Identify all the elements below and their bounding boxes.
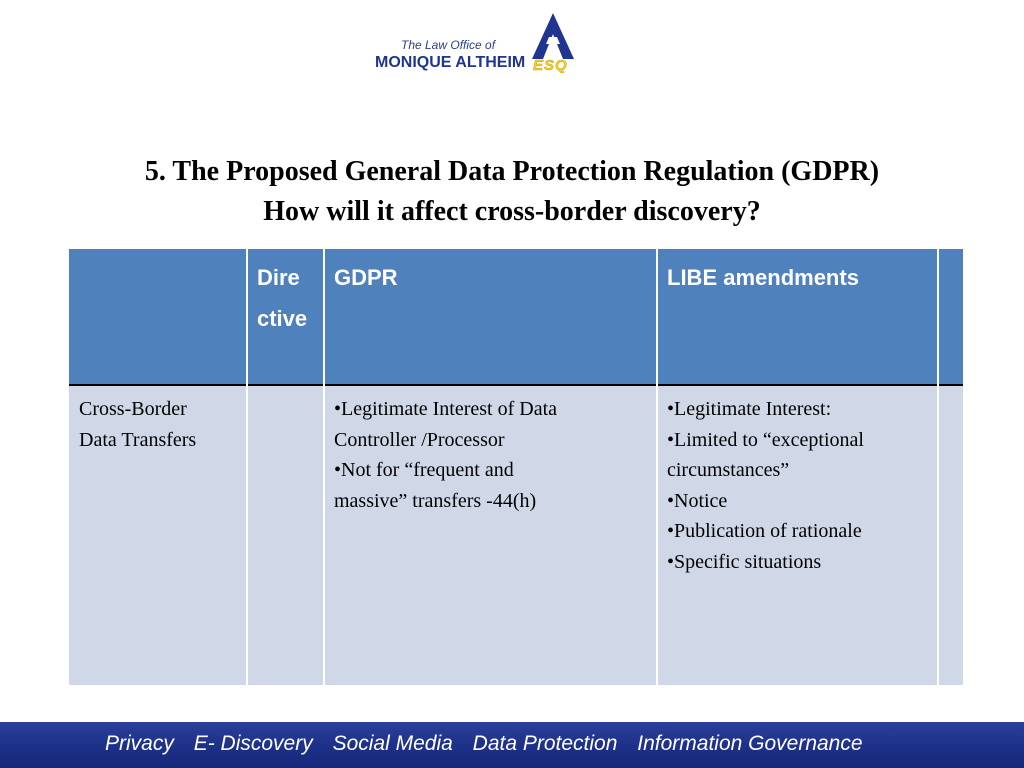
column-divider [937, 249, 939, 685]
gdpr-bullet-line: massive” transfers -44(h) [334, 489, 537, 512]
libe-bullet-line: circumstances” [667, 459, 790, 481]
gdpr-bullet-line: •Not for “frequent and [334, 459, 514, 481]
row-label-line: Cross-Border [79, 398, 187, 420]
footer-tagline [105, 732, 877, 756]
footer-item-data-protection: Data Protection [472, 732, 618, 755]
row-extra-cell [938, 386, 963, 685]
column-divider [656, 249, 658, 685]
logo-name-text: MONIQUE ALTHEIM [375, 54, 526, 71]
libe-bullet-line: •Publication of rationale [667, 520, 862, 542]
row-gdpr-cell [324, 386, 657, 685]
footer-item-privacy: Privacy [105, 732, 174, 755]
row-directive-cell [247, 386, 324, 685]
gdpr-bullet-line: •Legitimate Interest of Data [334, 398, 558, 420]
column-divider [246, 249, 248, 685]
header-cell-directive [247, 249, 324, 384]
logo-a-icon [529, 12, 577, 60]
logo-esq-text: ESQ [533, 57, 568, 74]
footer-item-ediscovery: E- Discovery [193, 732, 313, 755]
libe-bullet-line: •Legitimate Interest: [667, 398, 832, 420]
row-label-line: Data Transfers [79, 428, 197, 451]
footer-item-information-governance: Information Governance [637, 732, 863, 755]
header-cell-extra [938, 249, 963, 384]
slide-title-line-2: How will it affect cross-border discovery? [263, 196, 761, 227]
libe-bullet-line: •Limited to “exceptional [667, 428, 864, 451]
slide-title-line-1: 5. The Proposed General Data Protection Regulation (GDPR) [144, 156, 880, 187]
logo-small-text: The Law Office of [401, 38, 496, 52]
libe-bullet-line: •Specific situations [667, 550, 822, 573]
footer-item-social-media: Social Media [332, 732, 453, 755]
row-label-cell [69, 386, 247, 685]
column-divider [323, 249, 325, 685]
row-libe-cell [657, 386, 938, 685]
slide-title [20, 152, 1004, 232]
law-office-logo [375, 10, 585, 82]
header-directive-label: Directive [257, 265, 308, 331]
header-cell-gdpr: GDPR [324, 249, 657, 384]
comparison-table [69, 249, 963, 685]
footer-bar [0, 722, 1024, 768]
header-cell-libe: LIBE amendments [657, 249, 938, 384]
header-cell-empty [69, 249, 247, 384]
gdpr-bullet-line: Controller /Processor [334, 428, 505, 451]
libe-bullet-line: •Notice [667, 489, 728, 512]
